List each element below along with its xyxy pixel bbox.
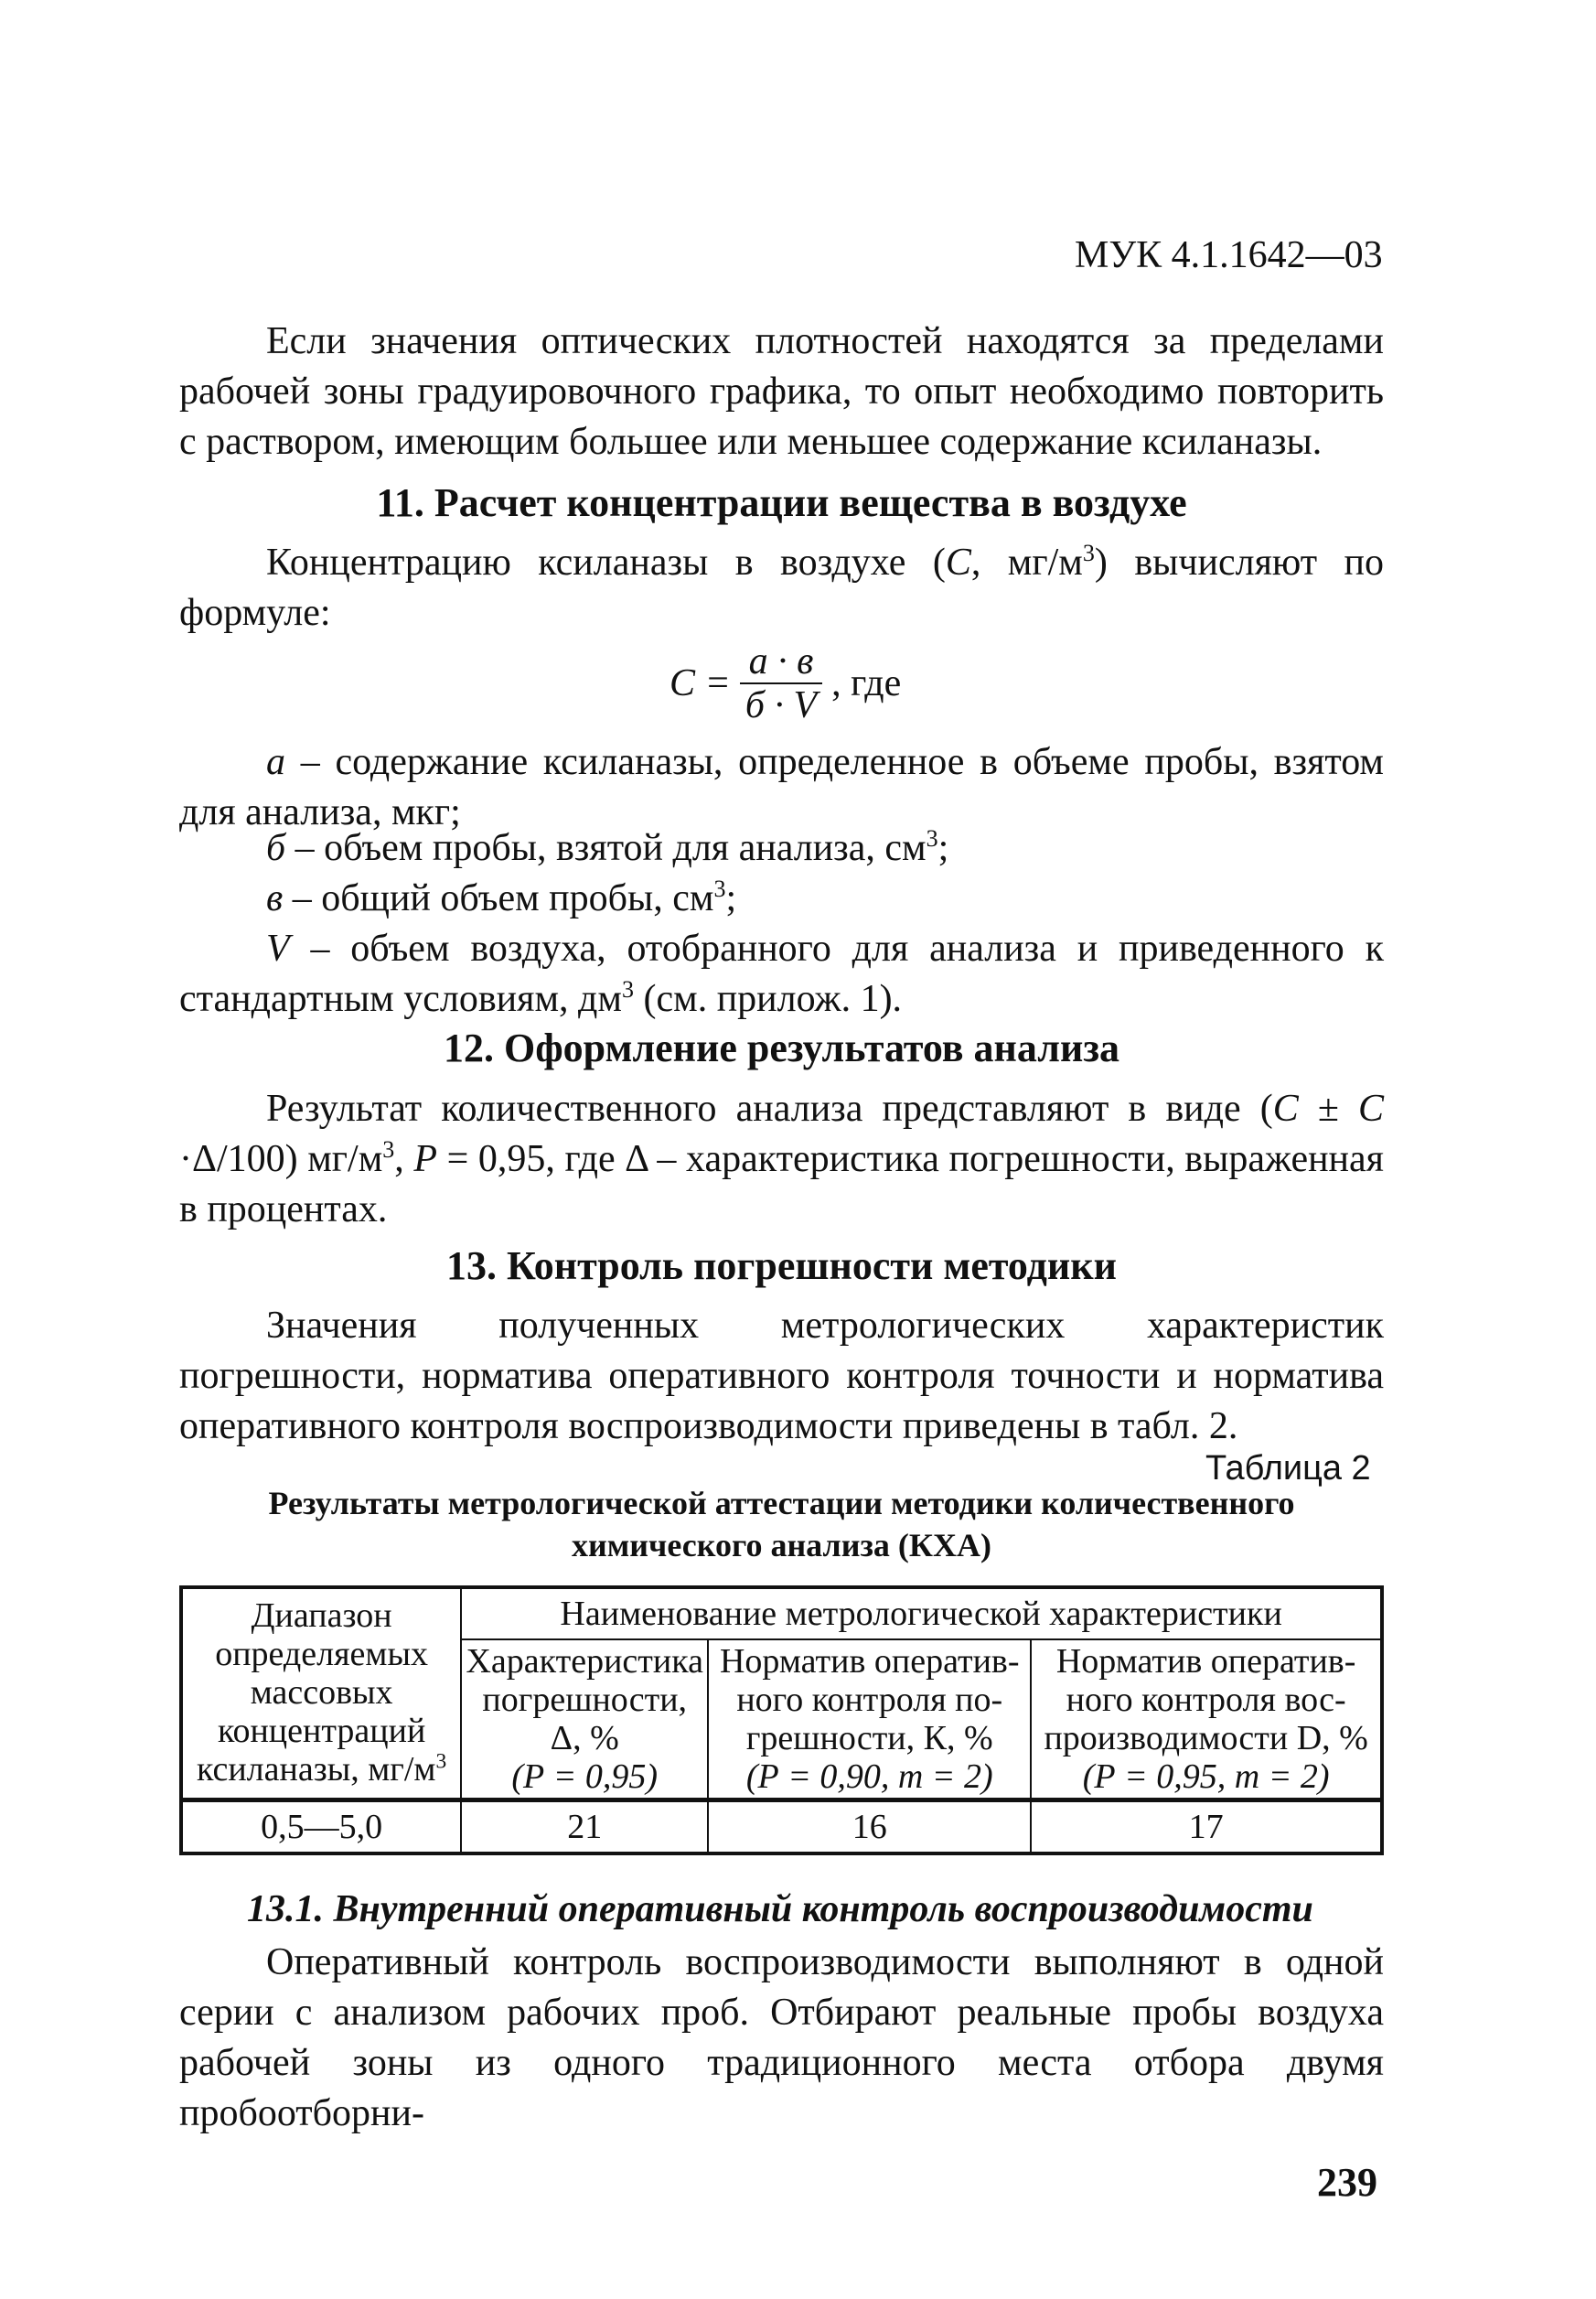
s12-c2: С — [1357, 1088, 1384, 1130]
def-v-sup: 3 — [713, 876, 726, 902]
def-b-tail: ; — [937, 827, 949, 869]
header-range-sup: 3 — [435, 1749, 447, 1774]
header-d — [1031, 1639, 1382, 1800]
cell-d: 17 — [1031, 1800, 1382, 1854]
header-k-l4: (Р = 0,90, m = 2) — [745, 1757, 993, 1796]
def-v-text: – общий объем пробы, см — [283, 877, 714, 919]
header-range-l1: Диапазон — [251, 1596, 392, 1635]
s12-sup: 3 — [382, 1136, 395, 1163]
def-b-symbol: б — [266, 827, 286, 869]
s12-p4: = 0,95, где Δ – характеристика погрешности, выраженная в процентах. — [179, 1138, 1384, 1230]
header-d-l1: Норматив оператив- — [1055, 1642, 1356, 1681]
s11-sup: 3 — [1082, 540, 1095, 566]
section-13-paragraph: Значения полученных метрологических характеристик погрешности, норматива оперативного контроля точности и норматива оперативного контроля воспроизводимости приведены в табл. 2. — [179, 1305, 1384, 1447]
page-number: 239 — [1317, 2160, 1377, 2205]
s11-text-start: Концентрацию ксиланазы в воздухе ( — [266, 542, 946, 584]
formula-fraction — [740, 640, 822, 726]
table-caption-line2: химического анализа (КХА) — [572, 1527, 991, 1563]
definition-v — [179, 874, 1384, 924]
header-range-l3: массовых — [250, 1673, 393, 1712]
definition-b — [179, 823, 1384, 874]
doc-code: МУК 4.1.1642—03 — [1075, 234, 1383, 276]
header-range — [181, 1587, 461, 1800]
s12-pvar: Р — [413, 1138, 438, 1180]
def-b-text: – объем пробы, взятой для анализа, см — [285, 827, 927, 869]
header-k-l2: ного контроля по- — [736, 1681, 1003, 1719]
header-d-l4: (Р = 0,95, m = 2) — [1082, 1757, 1330, 1796]
header-d-l3: производимости D, % — [1044, 1719, 1368, 1757]
header-range-l5 — [187, 1750, 456, 1789]
section-11-title: 11. Расчет концентрации вещества в воздухе — [376, 480, 1187, 525]
intro-paragraph: Если значения оптических плотностей находятся за пределами рабочей зоны градуировочного графика, то опыт необходимо повторить с раствором, имеющим большее или меньшее содержание ксиланазы. — [179, 320, 1384, 463]
section-12-title: 12. Оформление результатов анализа — [444, 1026, 1119, 1070]
header-k — [708, 1639, 1031, 1800]
header-delta-l2: погрешности, — [482, 1681, 688, 1719]
header-delta — [461, 1639, 708, 1800]
formula-lhs: С = — [669, 662, 731, 704]
header-d-l2: ного контроля вос- — [1066, 1681, 1346, 1719]
table-caption-line1: Результаты метрологической аттестации методики количественного — [268, 1485, 1295, 1521]
s11-var-c: С — [945, 542, 971, 584]
section-13-1-paragraph: Оперативный контроль воспроизводимости выполняют в одной серии с анализом рабочих проб. Отбирают реальные пробы воздуха рабочей зоны из одного традиционного места отбора двумя пробоотборни- — [179, 1941, 1384, 2134]
def-v-symbol: в — [266, 877, 284, 919]
section-12-paragraph — [179, 1084, 1384, 1235]
formula — [669, 640, 901, 726]
formula-suffix: , где — [831, 662, 902, 704]
table-header-row — [181, 1587, 1382, 1639]
formula-denominator: б · V — [744, 684, 818, 726]
cell-range: 0,5—5,0 — [181, 1800, 461, 1854]
header-delta-l4: (Р = 0,95) — [511, 1757, 659, 1796]
def-volume-tail: (см. прилож. 1). — [633, 978, 903, 1020]
table-caption — [179, 1482, 1384, 1566]
def-volume-symbol: V — [266, 928, 290, 970]
s12-p2: ·Δ/100) мг/м — [179, 1138, 383, 1180]
header-range-l4: концентраций — [217, 1712, 426, 1750]
cell-delta: 21 — [461, 1800, 708, 1854]
formula-numerator: а · в — [740, 640, 822, 684]
header-delta-l3: Δ, % — [550, 1719, 619, 1757]
section-11-paragraph — [179, 538, 1384, 639]
s12-pm: ± — [1298, 1088, 1358, 1130]
header-delta-l1: Характеристика — [466, 1642, 703, 1681]
def-volume-sup: 3 — [621, 976, 634, 1003]
s11-text-end: ) вычисляют по формуле: — [179, 542, 1384, 634]
header-range-l5-text: ксиланазы, мг/м — [196, 1750, 436, 1789]
header-k-l1: Норматив оператив- — [719, 1642, 1020, 1681]
table-row — [181, 1800, 1382, 1854]
def-a-symbol: а — [266, 741, 285, 783]
def-b-sup: 3 — [926, 825, 938, 852]
header-k-l3: грешности, К, % — [745, 1719, 993, 1757]
def-a-text: – содержание ксиланазы, определенное в объеме пробы, взятом для анализа, мкг; — [179, 741, 1384, 833]
def-volume-text: – объем воздуха, отобранного для анализа и приведенного к стандартным условиям, дм — [179, 928, 1384, 1020]
section-13-1-title: 13.1. Внутренний оперативный контроль воспроизводимости — [247, 1888, 1313, 1930]
table-label: Таблица 2 — [1205, 1449, 1371, 1488]
s12-p3: , — [394, 1138, 414, 1180]
s12-c1: С — [1272, 1088, 1299, 1130]
definition-volume — [179, 924, 1384, 1025]
section-13-title: 13. Контроль погрешности методики — [446, 1243, 1117, 1288]
s12-p1: Результат количественного анализа представляют в виде ( — [266, 1088, 1273, 1130]
results-table — [179, 1585, 1384, 1855]
header-range-l2: определяемых — [215, 1635, 429, 1673]
cell-k: 16 — [708, 1800, 1031, 1854]
s11-unit: , мг/м — [970, 542, 1083, 584]
def-v-tail: ; — [725, 877, 737, 919]
header-group: Наименование метрологической характеристики — [461, 1587, 1382, 1639]
